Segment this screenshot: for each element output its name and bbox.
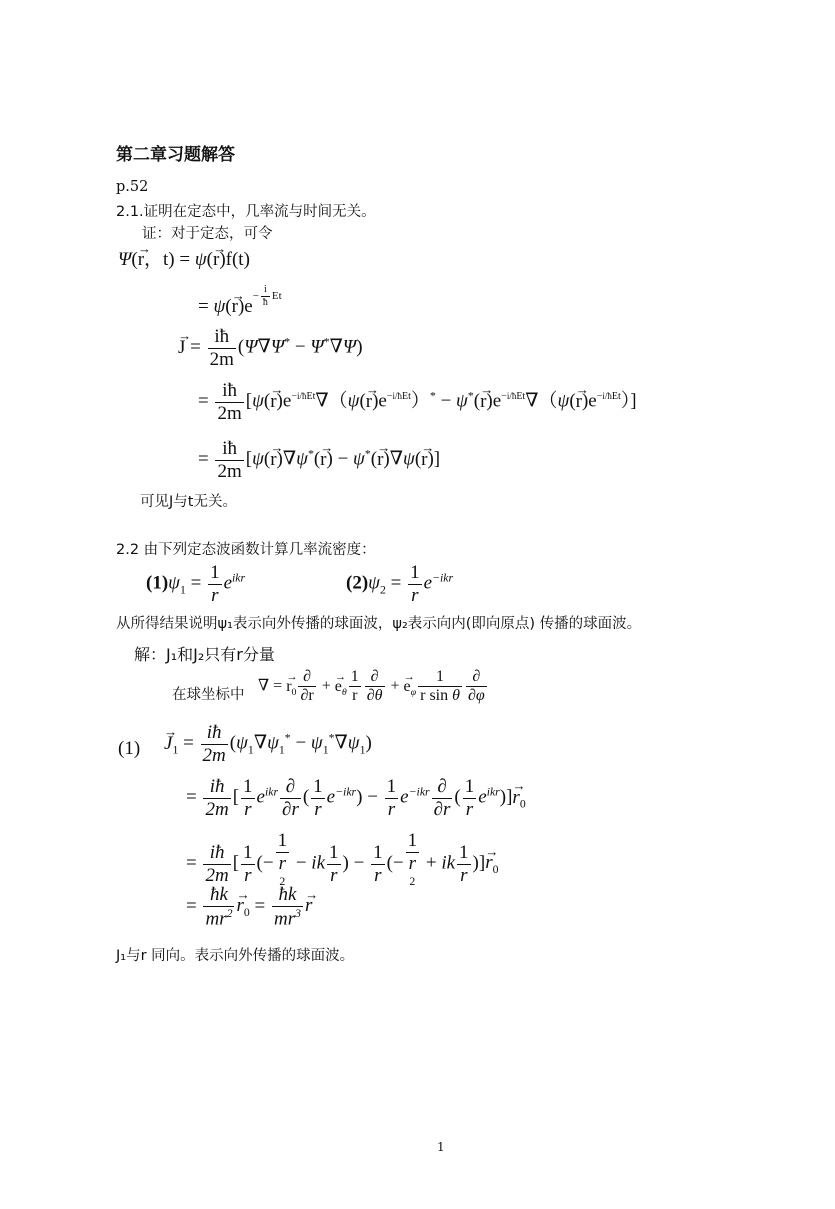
- page-number: 1: [437, 1140, 445, 1154]
- wavefunction-1: $(1)\psi_1$ = $\frac{1}{r}$ $e^{ikr}$: [146, 562, 246, 606]
- case-1-eq2: = $\frac{iħ}{2m}$ [ $\frac{1}{r}$ $e^{ikr}$ $\frac{\partial}{\partial r}$ ( $\frac{1}{r}$ $e^{-ikr}$) − $\frac{1}{r}$ $e^{-ikr}$ $\frac{\partial}{\partial r}$ ( $\frac{1}{r}$ $e^{ikr})]\to r_0$: [186, 776, 526, 821]
- eq-current-final: = $\frac{iħ}{2m}$ [ψ(→ r)∇ψ*(→ r) − ψ*(→ r)∇ψ(→ r)]: [198, 438, 440, 483]
- eq-current-def: → J = $\frac{iħ}{2m}$ (Ψ∇Ψ* − Ψ*∇Ψ): [178, 326, 363, 371]
- solution-intro: 解：J₁和J₂只有r分量: [134, 645, 275, 664]
- proof-conclusion: 可见J与t无关。: [140, 494, 237, 510]
- eq-current-expanded: = $\frac{iħ}{2m}$ $[\psi(\to r)e^{-i/ħEt}\nabla(\psi(\to r)e^{-i/ħEt})^* - \psi^*(\to r)e^{-i/ħEt}\nabla(\psi(\to r)e^{-i/ħEt})]$: [198, 380, 637, 425]
- problem-2-2-title: 2.2 由下列定态波函数计算几率流密度：: [116, 542, 376, 558]
- eq-psi-definition: Ψ(→ r，t) = ψ(→ r)f(t): [118, 244, 250, 271]
- case-1-eq1: → $J_1$ = $\frac{iħ}{2m}$ $(\psi_1\nabla\psi_1^* - \psi_1^*\nabla\psi_1)$: [164, 722, 372, 767]
- case-1-eq3: = $\frac{iħ}{2m}$ [ $\frac{1}{r}$ (− 1 r $^2$ − ik $\frac{1}{r}$ ) − $\frac{1}{r}$ (− 1 r $^2$ + ik $\frac{1}{r}$ )]→ $r_0$: [186, 830, 499, 898]
- section-title: 第二章习题解答: [116, 145, 235, 165]
- wavefunction-2: $(2)\psi_2$ = $\frac{1}{r}$ $e^{-ikr}$: [346, 562, 454, 606]
- spherical-label: 在球坐标中: [172, 687, 245, 703]
- proof-intro: 证：对于定态，可令: [142, 226, 273, 242]
- eq-psi-exp: = $\psi(\to r)e^{- \frac{i}{ħ} Et}$: [198, 290, 282, 318]
- page-ref: p.52: [116, 179, 149, 195]
- case-1-eq4: = $\frac{ħk}{mr^2}$ → $r_0$ = $\frac{ħk}{mr^3}$ → r: [186, 884, 312, 930]
- nabla-spherical: ∇ = → $r_0$ $\frac{\partial}{\partial r}$ + → $e_\theta$ $\frac{1}{r}$ $\frac{\partial}{\partial\theta}$ + → $e_\varphi$ $\frac{1}{\text{r sin θ}}$ $\frac{\partial}{\partial\varphi}$: [258, 668, 489, 706]
- case-1-conclusion: J₁与r 同向。表示向外传播的球面波。: [116, 948, 355, 964]
- problem-2-2-explain: 从所得结果说明ψ₁表示向外传播的球面波，ψ₂表示向内(即向原点) 传播的球面波。: [116, 616, 642, 632]
- case-1-label: (1): [118, 738, 141, 759]
- problem-2-1-title: 2.1.证明在定态中，几率流与时间无关。: [116, 204, 376, 220]
